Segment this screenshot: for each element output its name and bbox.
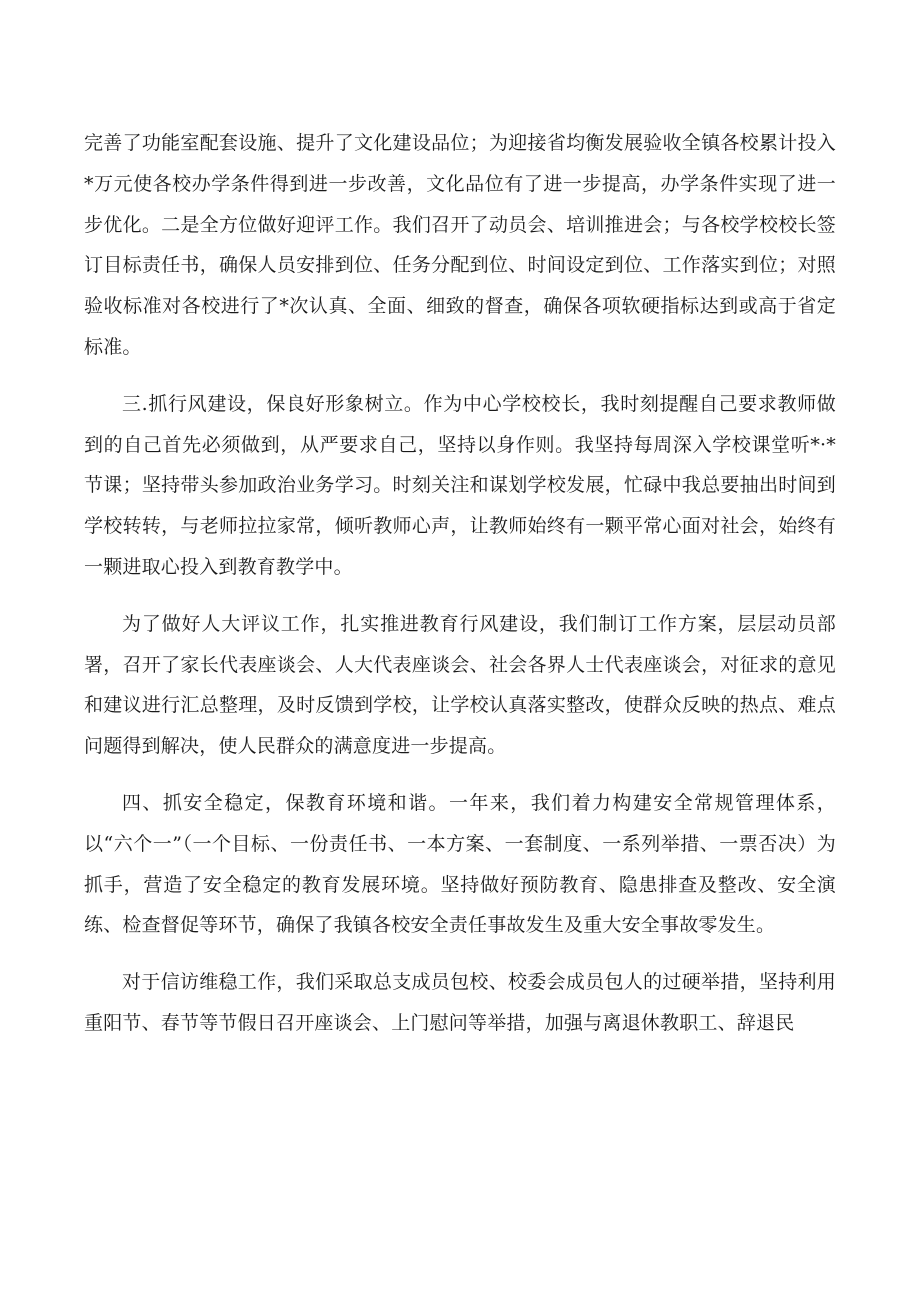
paragraph-continued: 完善了功能室配套设施、提升了文化建设品位；为迎接省均衡发展验收全镇各校累计投入*万元使各校办学条件得到进一步改善，文化品位有了进一步提高，办学条件实现了进一步优化。二是全方位做好迎评工作。我们召开了动员会、培训推进会；与各校学校校长签订目标责任书，确保人员安排到位、任务分配到位、时间设定到位、工作落实到位；对照验收标准对各校进行了*次认真、全面、细致的督查，确保各项软硬指标达到或高于省定标准。 xyxy=(84,132,836,358)
paragraph-section-three: 三.抓行风建设，保良好形象树立。作为中心学校校长，我时刻提醒自己要求教师做到的自己首先必须做到，从严要求自己，坚持以身作则。我坚持每周深入学校课堂听*·*节课；坚持带头参加政治业务学习。时刻关注和谋划学校发展，忙碌中我总要抽出时间到学校转转，与老师拉拉家常，倾听教师心声，让教师始终有一颗平常心面对社会，始终有一颗进取心投入到教育教学中。 xyxy=(84,392,836,578)
paragraph-section-four: 四、抓安全稳定，保教育环境和谐。一年来，我们着力构建安全常规管理体系，以“六个一”（一个目标、一份责任书、一本方案、一套制度、一系列举措、一票否决）为抓手，营造了安全稳定的教育发展环境。坚持做好预防教育、隐患排查及整改、安全演练、检查督促等环节，确保了我镇各校安全责任事故发生及重大安全事故零发生。 xyxy=(84,791,836,937)
document-body xyxy=(84,123,836,1044)
paragraph-npc-review: 为了做好人大评议工作，扎实推进教育行风建设，我们制订工作方案，层层动员部署，召开了家长代表座谈会、人大代表座谈会、社会各界人士代表座谈会，对征求的意见和建议进行汇总整理，及时反馈到学校，让学校认真落实整改，使群众反映的热点、难点问题得到解决，使人民群众的满意度进一步提高。 xyxy=(84,612,836,758)
paragraph-petition-stability: 对于信访维稳工作，我们采取总支成员包校、校委会成员包人的过硬举措，坚持利用重阳节、春节等节假日召开座谈会、上门慰问等举措，加强与离退休教职工、辞退民 xyxy=(84,971,836,1034)
